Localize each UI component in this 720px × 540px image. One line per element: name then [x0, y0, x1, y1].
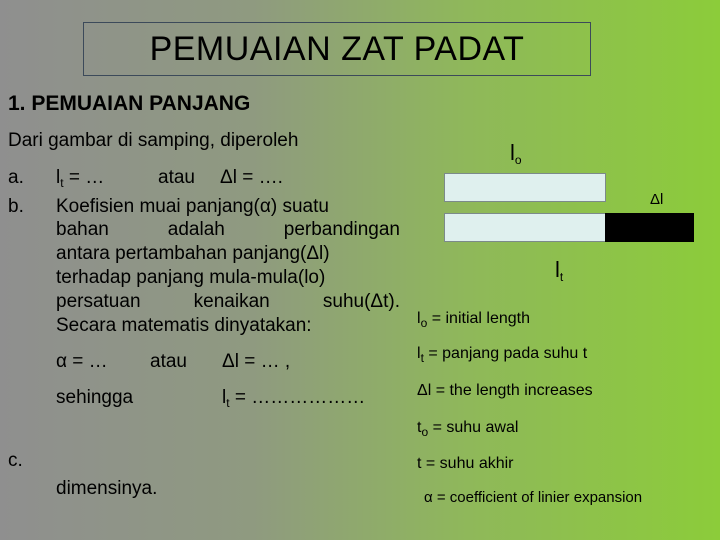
item-b-line4: terhadap panjang mula-mula(lo) [56, 267, 326, 288]
rod-initial [444, 173, 606, 202]
legend-to: $t_o$ = suhu awal [417, 419, 519, 439]
item-b-line6: Secara matematis dinyatakan: [56, 315, 312, 336]
item-a-atau: atau [158, 167, 195, 188]
item-b-marker: b. [8, 196, 24, 217]
item-b-line3: antara pertambahan panjang(Δl) [56, 243, 330, 264]
item-a-marker: a. [8, 167, 24, 188]
diagram-lt-label: $l_t$ [555, 257, 564, 284]
slide-title: PEMUAIAN ZAT PADAT [83, 22, 591, 76]
legend-lt: $l_t$ = panjang pada suhu t [417, 345, 588, 365]
section-heading: 1. PEMUAIAN PANJANG [8, 92, 251, 115]
item-b-line1: Koefisien muai panjang(α) suatu [56, 196, 329, 217]
legend-t: t = suhu akhir [417, 455, 514, 472]
intro-text: Dari gambar di samping, diperoleh [8, 130, 299, 151]
legend-delta: Δl = the length increases [417, 382, 593, 399]
item-b-line5: persatuan kenaikan suhu(Δt). [56, 291, 400, 312]
item-b-alpha: α = … [56, 351, 108, 372]
item-c-marker: c. [8, 450, 23, 471]
item-b-line2: bahan adalah perbandingan [56, 219, 400, 240]
legend-lo: $l_o$ = initial length [417, 310, 530, 330]
item-b-sehingga: sehingga [56, 387, 134, 408]
rod-expanded [444, 213, 606, 242]
legend-alpha: α = coefficient of linier expansion [424, 489, 643, 506]
item-b-delta: Δl = … , [222, 351, 291, 372]
item-a-delta: Δl = …. [220, 167, 283, 188]
rod-expansion-segment [605, 213, 694, 242]
item-b-lt: $l_t$ = ……………… [222, 387, 366, 410]
item-b-atau: atau [150, 351, 187, 372]
diagram-delta-label: Δl [650, 191, 664, 208]
diagram-lo-label: $l_o$ [510, 140, 522, 167]
item-a-lt: $l_t$ = … [56, 167, 105, 190]
item-c-text: dimensinya. [56, 478, 158, 499]
